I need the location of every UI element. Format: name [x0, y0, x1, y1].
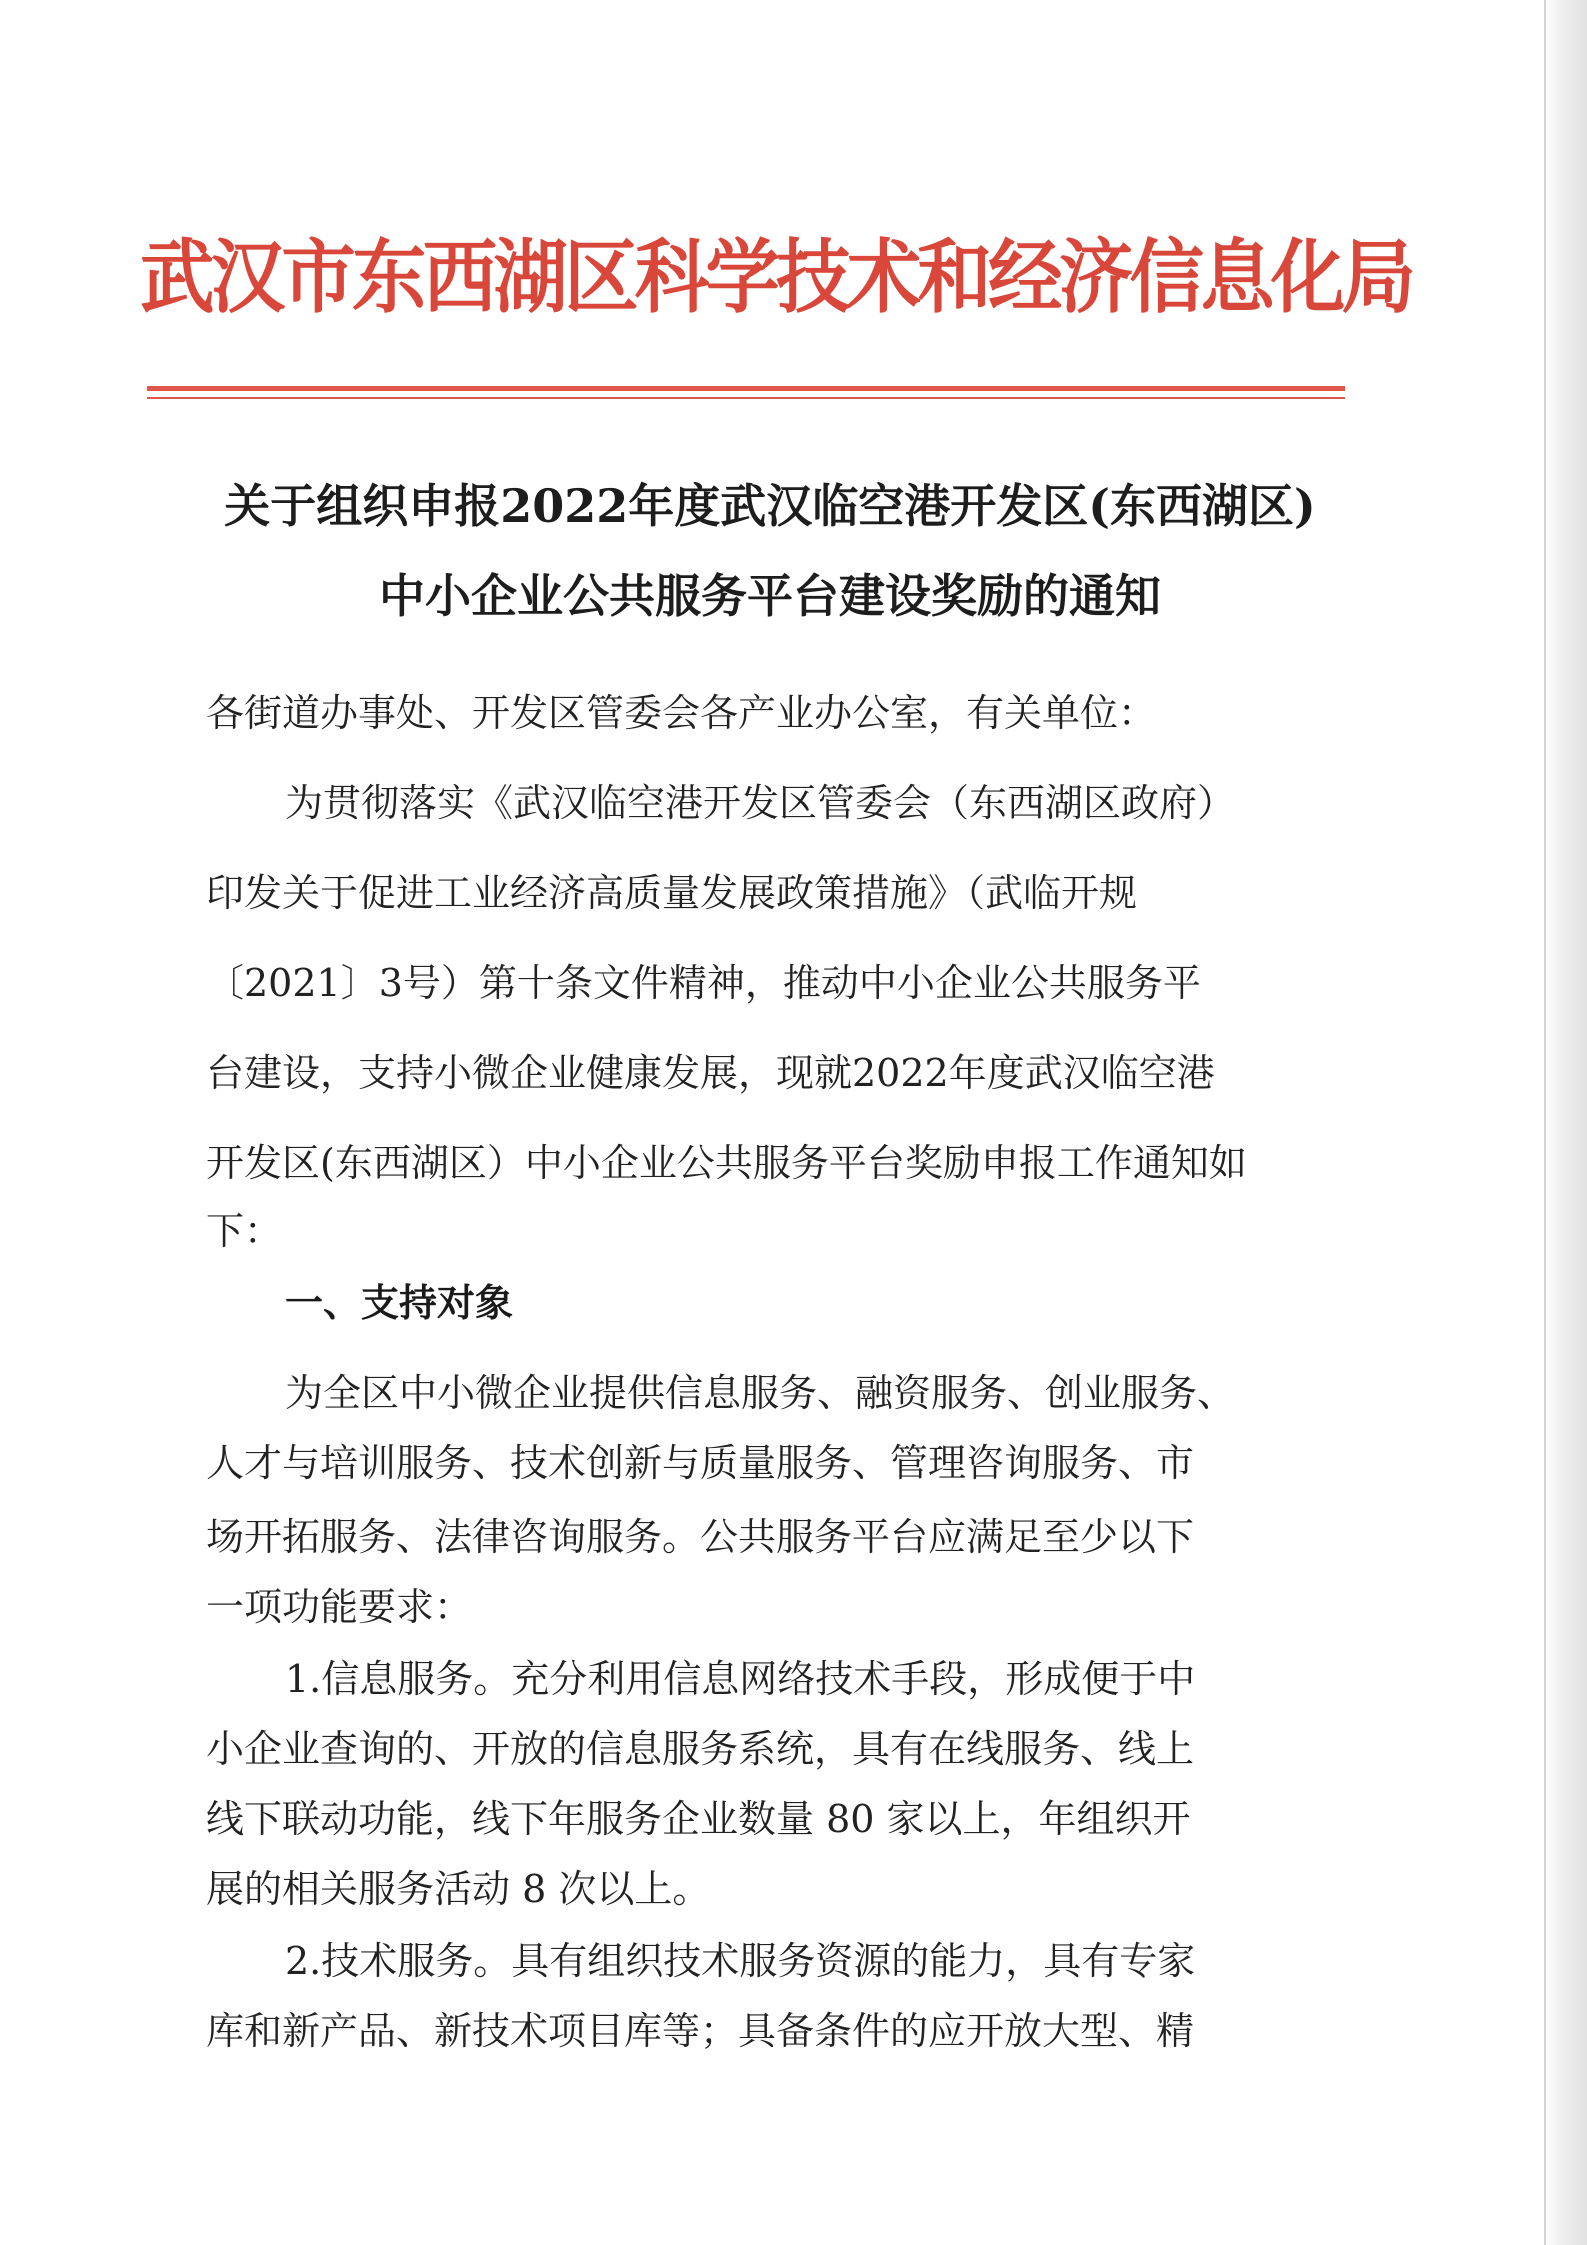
- intro-line-4: 台建设，支持小微企业健康发展，现就2022年度武汉临空港: [206, 1051, 1215, 1095]
- scan-shadow: [1544, 0, 1587, 2245]
- notice-title-line-2: 中小企业公共服务平台建设奖励的通知: [379, 569, 1161, 623]
- intro-line-5: 开发区(东西湖区）中小企业公共服务平台奖励申报工作通知如: [206, 1141, 1247, 1185]
- header-rule-thin: [147, 397, 1345, 399]
- notice-title-line-1: 关于组织申报2022年度武汉临空港开发区(东西湖区): [224, 479, 1316, 533]
- item-1-line-1: 1.信息服务。充分利用信息网络技术手段，形成便于中: [285, 1657, 1196, 1701]
- item-1-line-2: 小企业查询的、开放的信息服务系统，具有在线服务、线上: [206, 1727, 1195, 1771]
- section-1-line-1: 为全区中小微企业提供信息服务、融资服务、创业服务、: [285, 1371, 1236, 1415]
- section-1-heading: 一、支持对象: [285, 1281, 514, 1325]
- item-1-line-3: 线下联动功能，线下年服务企业数量 80 家以上，年组织开: [206, 1797, 1191, 1841]
- item-1-line-4: 展的相关服务活动 8 次以上。: [206, 1867, 711, 1911]
- section-1-line-4: 一项功能要求：: [206, 1585, 473, 1629]
- section-1-line-2: 人才与培训服务、技术创新与质量服务、管理咨询服务、市: [206, 1441, 1195, 1485]
- salutation: 各街道办事处、开发区管委会各产业办公室，有关单位：: [206, 691, 1157, 735]
- header-rule-thick: [147, 386, 1345, 391]
- intro-line-3: 〔2021〕3号）第十条文件精神，推动中小企业公共服务平: [206, 961, 1201, 1005]
- item-2-line-2: 库和新产品、新技术项目库等；具备条件的应开放大型、精: [206, 2009, 1195, 2053]
- intro-line-6: 下：: [206, 1209, 283, 1253]
- section-1-line-3: 场开拓服务、法律咨询服务。公共服务平台应满足至少以下: [206, 1515, 1195, 1559]
- intro-line-2: 印发关于促进工业经济高质量发展政策措施》（武临开规: [206, 871, 1138, 915]
- item-2-line-1: 2.技术服务。具有组织技术服务资源的能力，具有专家: [285, 1939, 1196, 1983]
- scan-edge: [1544, 0, 1546, 2245]
- intro-line-1: 为贯彻落实《武汉临空港开发区管委会（东西湖区政府）: [285, 781, 1236, 825]
- org-header-title: 武汉市东西湖区科学技术和经济信息化局: [140, 230, 1413, 324]
